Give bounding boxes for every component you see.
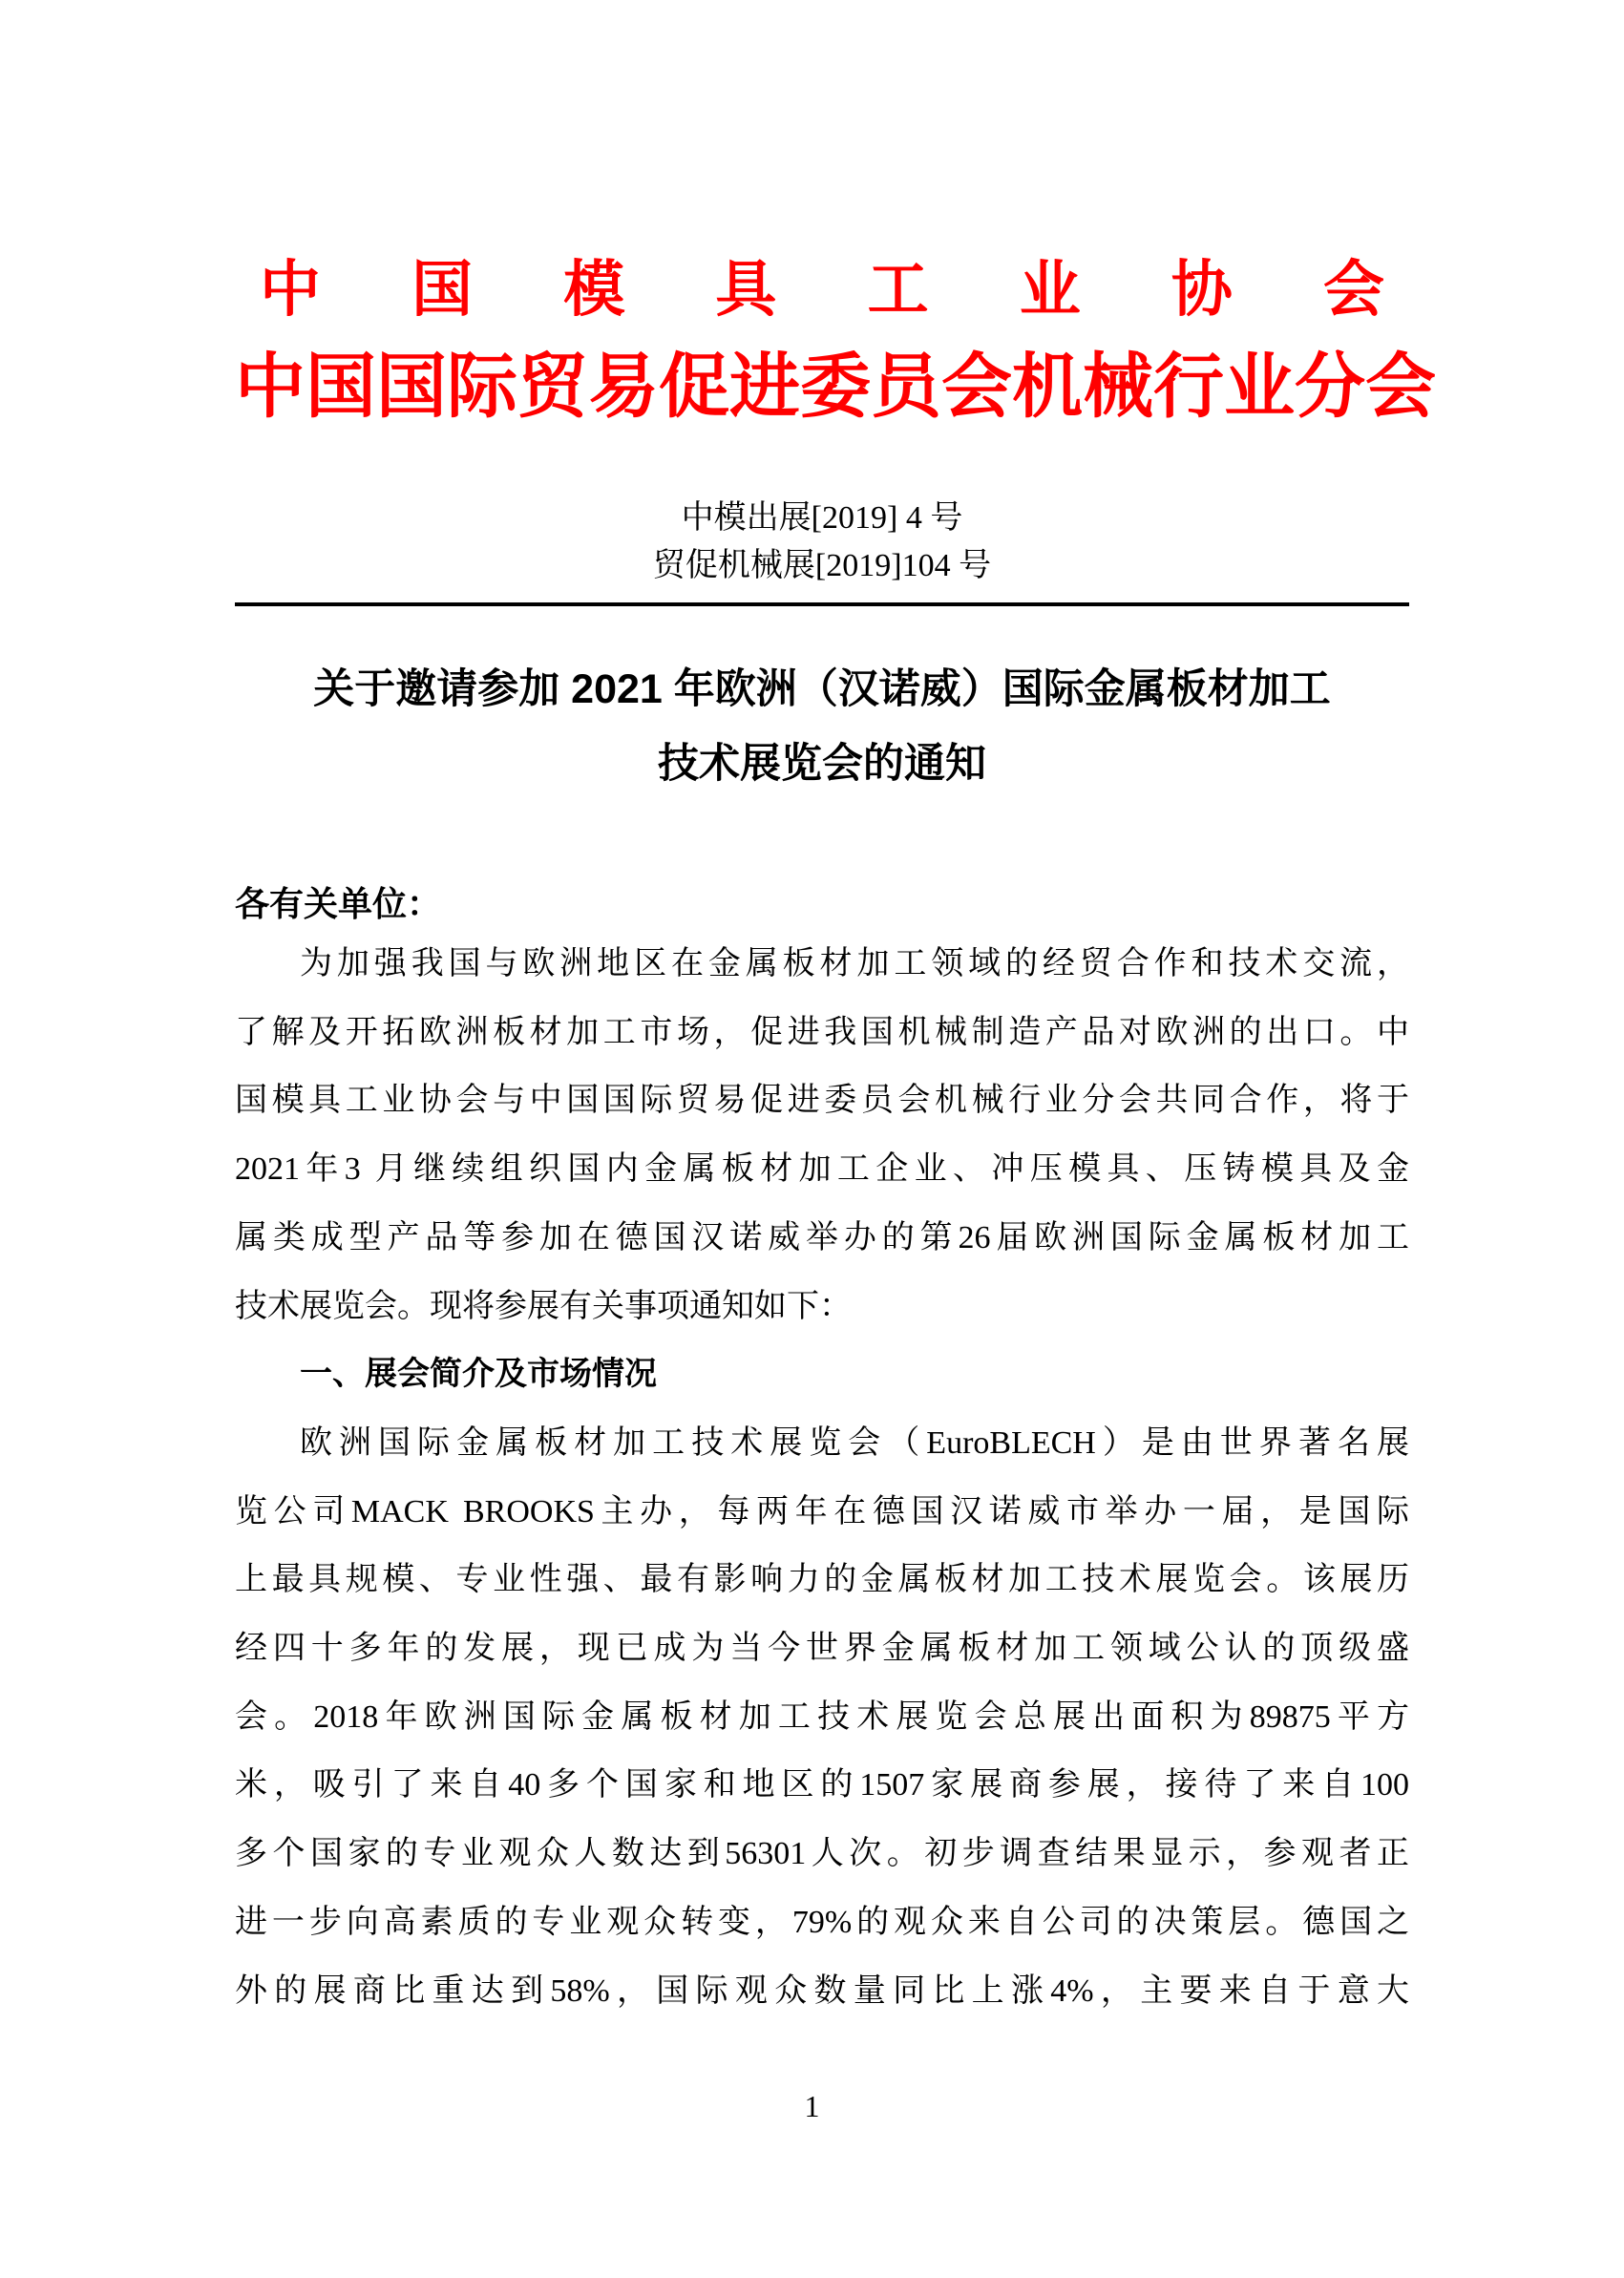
notice-title-line2: 技术展览会的通知 xyxy=(658,741,986,787)
body-line: 外的展商比重达到58%，国际观众数量同比上涨4%，主要来自于意大 xyxy=(235,1972,1409,2009)
body-line: 国模具工业协会与中国国际贸易促进委员会机械行业分会共同合作，将于 xyxy=(235,1083,1409,1119)
body-line: 属类成型产品等参加在德国汉诺威举办的第26届欧洲国际金属板材加工 xyxy=(235,1219,1409,1255)
body-line: 2021年3 月继续组织国内金属板材加工企业、冲压模具、压铸模具及金 xyxy=(235,1151,1409,1188)
salutation: 各有关单位： xyxy=(235,884,442,923)
body-line: 为加强我国与欧洲地区在金属板材加工领域的经贸合作和技术交流， xyxy=(300,946,1409,981)
body-line: 会。2018年欧洲国际金属板材加工技术展览会总展出面积为89875平方 xyxy=(235,1698,1409,1735)
body-paragraphs xyxy=(235,930,1409,2025)
body-line: 米，吸引了来自40多个国家和地区的1507家展商参展，接待了来自100 xyxy=(235,1767,1409,1803)
org-title-secondary: 中国国际贸易促进委员会机械行业分会 xyxy=(235,348,1436,427)
doc-number-block xyxy=(235,495,1409,590)
notice-title xyxy=(235,652,1409,801)
section-heading: 一、展会简介及市场情况 xyxy=(300,1356,657,1393)
doc-number-1: 中模出展[2019] 4 号 xyxy=(681,500,963,536)
body-line: 技术展览会。现将参展有关事项通知如下： xyxy=(235,1288,852,1324)
body-line: 经四十多年的发展，现已成为当今世界金属板材加工领域公认的顶级盛 xyxy=(235,1631,1409,1667)
body-line: 多个国家的专业观众人数达到56301人次。初步调查结果显示，参观者正 xyxy=(235,1836,1409,1872)
header-divider xyxy=(235,602,1409,606)
page-number: 1 xyxy=(804,2089,820,2123)
body-line: 进一步向高素质的专业观众转变，79%的观众来自公司的决策层。德国之 xyxy=(235,1904,1409,1940)
doc-number-2: 贸促机械展[2019]104 号 xyxy=(652,548,992,583)
org-title-primary: 中 国 模 具 工 业 协 会 xyxy=(260,256,1384,324)
body-line: 欧洲国际金属板材加工技术展览会（EuroBLECH）是由世界著名展 xyxy=(300,1424,1409,1461)
body-line: 了解及开拓欧洲板材加工市场，促进我国机械制造产品对欧洲的出口。中 xyxy=(235,1014,1409,1050)
notice-title-line1: 关于邀请参加 2021 年欧洲（汉诺威）国际金属板材加工 xyxy=(313,666,1331,712)
body-line: 览公司MACK BROOKS主办，每两年在德国汉诺威市举办一届，是国际 xyxy=(235,1493,1409,1529)
body-line: 上最具规模、专业性强、最有影响力的金属板材加工技术展览会。该展历 xyxy=(235,1562,1409,1598)
